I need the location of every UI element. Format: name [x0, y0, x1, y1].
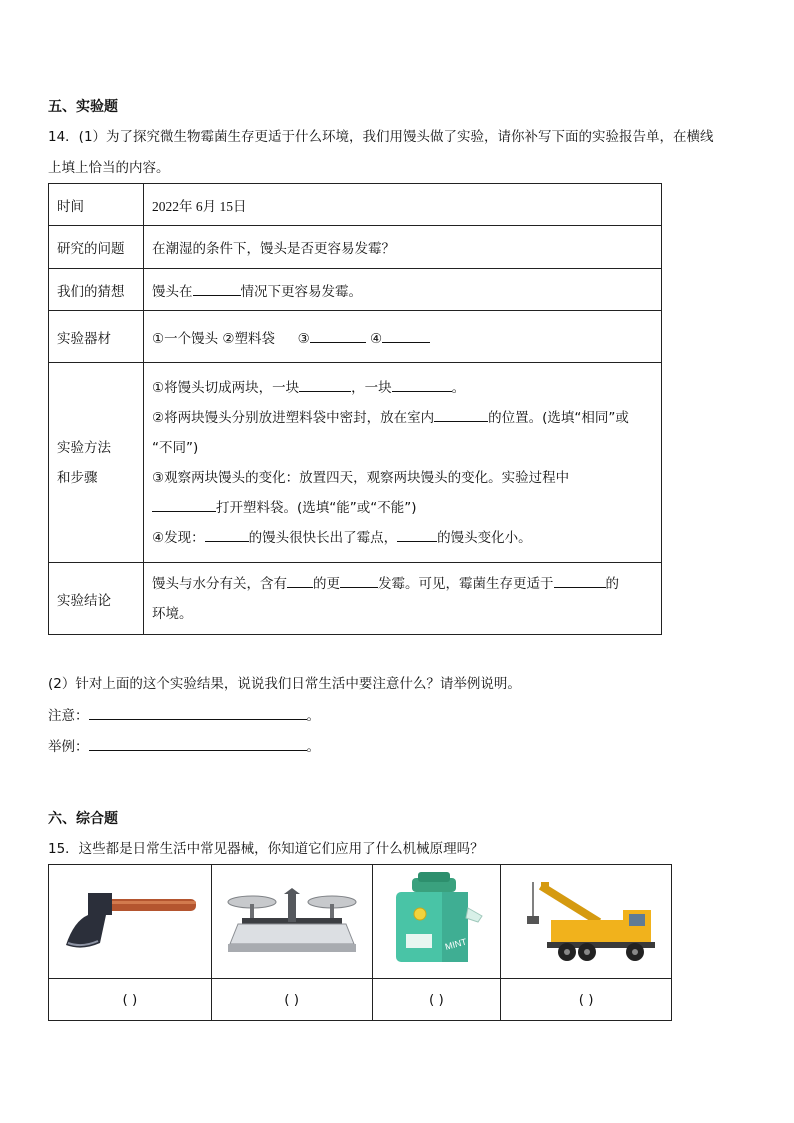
- materials-label: 实验器材: [49, 311, 144, 363]
- conclusion-line1: [152, 569, 653, 599]
- axe-image: [60, 885, 200, 955]
- step4-blank1[interactable]: [205, 527, 249, 542]
- step-2-cont: “不同”): [152, 439, 199, 456]
- step4-blank2[interactable]: [397, 527, 437, 542]
- experiment-report-table: [48, 183, 662, 635]
- example-line: [48, 736, 320, 757]
- step-4: [152, 523, 653, 553]
- question-label: 研究的问题: [49, 226, 144, 269]
- step2-blank[interactable]: [434, 407, 488, 422]
- step1-blank1[interactable]: [299, 377, 351, 392]
- example-blank[interactable]: [89, 736, 307, 751]
- conclusion-blank3[interactable]: [554, 573, 606, 588]
- conclusion-blank2[interactable]: [340, 573, 378, 588]
- step1-text-c: 。: [451, 379, 466, 396]
- question-value: 在潮湿的条件下，馒头是否更容易发霉？: [144, 226, 662, 269]
- materials-cell: [144, 311, 662, 363]
- step4-text-a: ④发现：: [152, 529, 205, 546]
- step2-text-a: ②将两块馒头分别放进塑料袋中密封，放在室内: [152, 409, 435, 426]
- tools-answer-row: [49, 979, 672, 1021]
- guess-cell: [144, 269, 662, 311]
- step-3: ③观察两块馒头的变化：放置四天，观察两块馒头的变化。实验过程中: [152, 469, 570, 486]
- step-1: [152, 373, 653, 403]
- conclusion-blank1[interactable]: [287, 573, 313, 588]
- guess-blank[interactable]: [193, 281, 241, 296]
- note-blank[interactable]: [89, 705, 307, 720]
- note-label: 注意：: [48, 708, 89, 724]
- method-label: [49, 363, 144, 563]
- step-3-cont: [152, 493, 653, 523]
- row-materials: [49, 311, 662, 363]
- conclusion-text-a: 馒头与水分有关，含有: [152, 575, 287, 592]
- row-guess: [49, 269, 662, 311]
- method-cell: [144, 363, 662, 563]
- guess-post: 情况下更容易发霉。: [240, 283, 362, 300]
- balance-scale-image: [222, 880, 362, 960]
- answer-blank-2[interactable]: ( ): [211, 979, 372, 1021]
- time-value: 2022年 6月 15日: [144, 184, 662, 226]
- materials-item4: ④: [370, 330, 383, 347]
- step3-blank[interactable]: [152, 497, 216, 512]
- step2-text-b: 的位置。(选填“相同”或: [488, 409, 629, 426]
- crane-cell: [501, 865, 672, 979]
- conclusion-text-c: 发霉。可见，霉菌生存更适于: [378, 575, 554, 592]
- materials-blank3[interactable]: [310, 328, 366, 343]
- step1-blank2[interactable]: [392, 377, 452, 392]
- example-label: 举例：: [48, 739, 89, 755]
- materials-item3: ③: [297, 330, 310, 347]
- pencil-sharpener-image: [386, 872, 486, 968]
- method-label-line2: 和步骤: [57, 469, 98, 486]
- guess-pre: 馒头在: [152, 283, 193, 300]
- section-5-heading: 五、实验题: [48, 99, 118, 115]
- note-line: [48, 705, 320, 726]
- conclusion-cell: [144, 563, 662, 635]
- crane-truck-image: [511, 872, 661, 968]
- answer-blank-3[interactable]: ( ): [372, 979, 501, 1021]
- sharpener-brand: MINT: [444, 936, 469, 952]
- materials-item1: ①一个馒头 ②塑料袋: [152, 330, 275, 347]
- axe-cell: [49, 865, 212, 979]
- note-period: 。: [306, 708, 320, 724]
- method-label-line1: 实验方法: [57, 439, 111, 456]
- row-method: [49, 363, 662, 563]
- answer-blank-1[interactable]: ( ): [49, 979, 212, 1021]
- conclusion-text-b: 的更: [313, 575, 340, 592]
- conclusion-label: 实验结论: [49, 563, 144, 635]
- step1-text-a: ①将馒头切成两块，一块: [152, 379, 300, 396]
- row-time: [49, 184, 662, 226]
- conclusion-text-d: 的: [605, 575, 619, 592]
- step4-text-c: 的馒头变化小。: [437, 529, 532, 546]
- tools-image-row: [49, 865, 672, 979]
- q14-part2: (2）针对上面的这个实验结果，说说我们日常生活中要注意什么？请举例说明。: [48, 676, 521, 692]
- guess-label: 我们的猜想: [49, 269, 144, 311]
- step-2: [152, 403, 653, 433]
- tools-table: [48, 864, 672, 1021]
- balance-cell: [211, 865, 372, 979]
- q14-intro-line1: 14．(1）为了探究微生物霉菌生存更适于什么环境，我们用馒头做了实验，请你补写下面的实验报告单，在横线: [48, 129, 714, 145]
- section-6-heading: 六、综合题: [48, 811, 118, 827]
- row-question: [49, 226, 662, 269]
- q14-intro-line2: 上填上恰当的内容。: [48, 160, 170, 176]
- example-period: 。: [306, 739, 320, 755]
- materials-blank4[interactable]: [382, 328, 430, 343]
- conclusion-line2: 环境。: [152, 605, 193, 622]
- time-label: 时间: [49, 184, 144, 226]
- q15-text: 15．这些都是日常生活中常见器械，你知道它们应用了什么机械原理吗？: [48, 841, 484, 857]
- answer-blank-4[interactable]: ( ): [501, 979, 672, 1021]
- row-conclusion: [49, 563, 662, 635]
- step4-text-b: 的馒头很快长出了霉点，: [248, 529, 398, 546]
- step3-text-b: 打开塑料袋。(选填“能”或“不能”): [216, 499, 417, 516]
- step1-text-b: ，一块: [351, 379, 392, 396]
- sharpener-cell: [372, 865, 501, 979]
